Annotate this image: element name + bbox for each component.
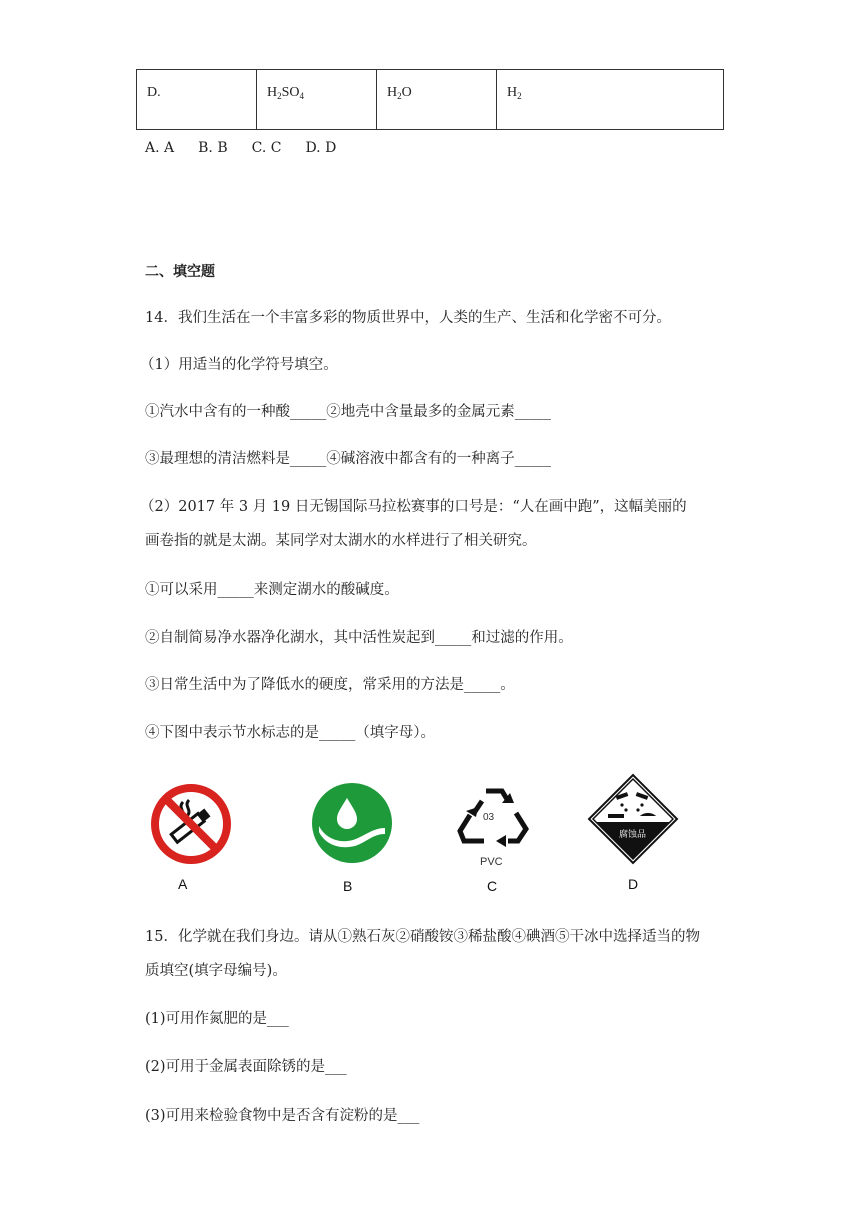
q14-sub2: ②自制简易净水器净化湖水，其中活性炭起到_____和过滤的作用。 <box>145 630 573 646</box>
section-title: 二、填空题 <box>145 264 215 280</box>
sign-label-d: D <box>628 876 639 892</box>
answer-choices <box>145 138 360 158</box>
table-cell-h2: $H_2$ <box>497 70 724 130</box>
q14-line1: ①汽水中含有的一种酸_____②地壳中含量最多的金属元素_____ <box>145 404 551 420</box>
table-cell-h2o: $H_2O$ <box>377 70 497 130</box>
q14-sub3: ③日常生活中为了降低水的硬度，常采用的方法是_____。 <box>145 677 515 693</box>
answer-a: A. A <box>145 140 175 156</box>
q14-stem: 14．我们生活在一个丰富多彩的物质世界中，人类的生产、生活和化学密不可分。 <box>145 310 671 326</box>
answer-d: D. D <box>305 140 337 156</box>
q14-sub4: ④下图中表示节水标志的是_____（填字母）。 <box>145 725 435 741</box>
recycle-code: 03 <box>483 812 495 823</box>
answer-c: C. C <box>251 140 282 156</box>
q14-part1: （1）用适当的化学符号填空。 <box>140 357 338 373</box>
corrosive-text: 腐蚀品 <box>619 829 647 839</box>
q14-sub1: ①可以采用_____来测定湖水的酸碱度。 <box>145 582 399 598</box>
q15-item1: (1)可用作氮肥的是___ <box>145 1011 289 1027</box>
answer-b: B. B <box>198 140 228 156</box>
recycle-material: PVC <box>480 856 503 868</box>
q15-item3: (3)可用来检验食物中是否含有淀粉的是___ <box>145 1108 420 1124</box>
q15-item2: (2)可用于金属表面除锈的是___ <box>145 1059 347 1075</box>
sign-label-b: B <box>343 878 353 894</box>
table-cell-option: D. <box>137 70 257 130</box>
options-table <box>136 69 724 130</box>
no-smoking-sign-icon <box>149 782 233 866</box>
q15-stem-a: 15．化学就在我们身边。请从①熟石灰②硝酸铵③稀盐酸④碘酒⑤干冰中选择适当的物 <box>145 929 700 945</box>
sign-label-c: C <box>487 878 498 894</box>
q15-stem-b: 质填空(填字母编号)。 <box>145 963 287 979</box>
q14-line2: ③最理想的清洁燃料是_____④碱溶液中都含有的一种离子_____ <box>145 451 551 467</box>
q14-part2-b: 画卷指的就是太湖。某同学对太湖水的水样进行了相关研究。 <box>145 533 537 549</box>
sign-label-a: A <box>178 876 188 892</box>
corrosive-sign-icon <box>586 772 680 866</box>
table-row <box>137 70 724 130</box>
table-cell-h2so4: $H_2SO_4$ <box>257 70 377 130</box>
q14-part2-a: （2）2017 年 3 月 19 日无锡国际马拉松赛事的口号是：“人在画中跑”，这幅美丽的 <box>140 499 687 515</box>
water-saving-sign-icon <box>311 782 393 864</box>
